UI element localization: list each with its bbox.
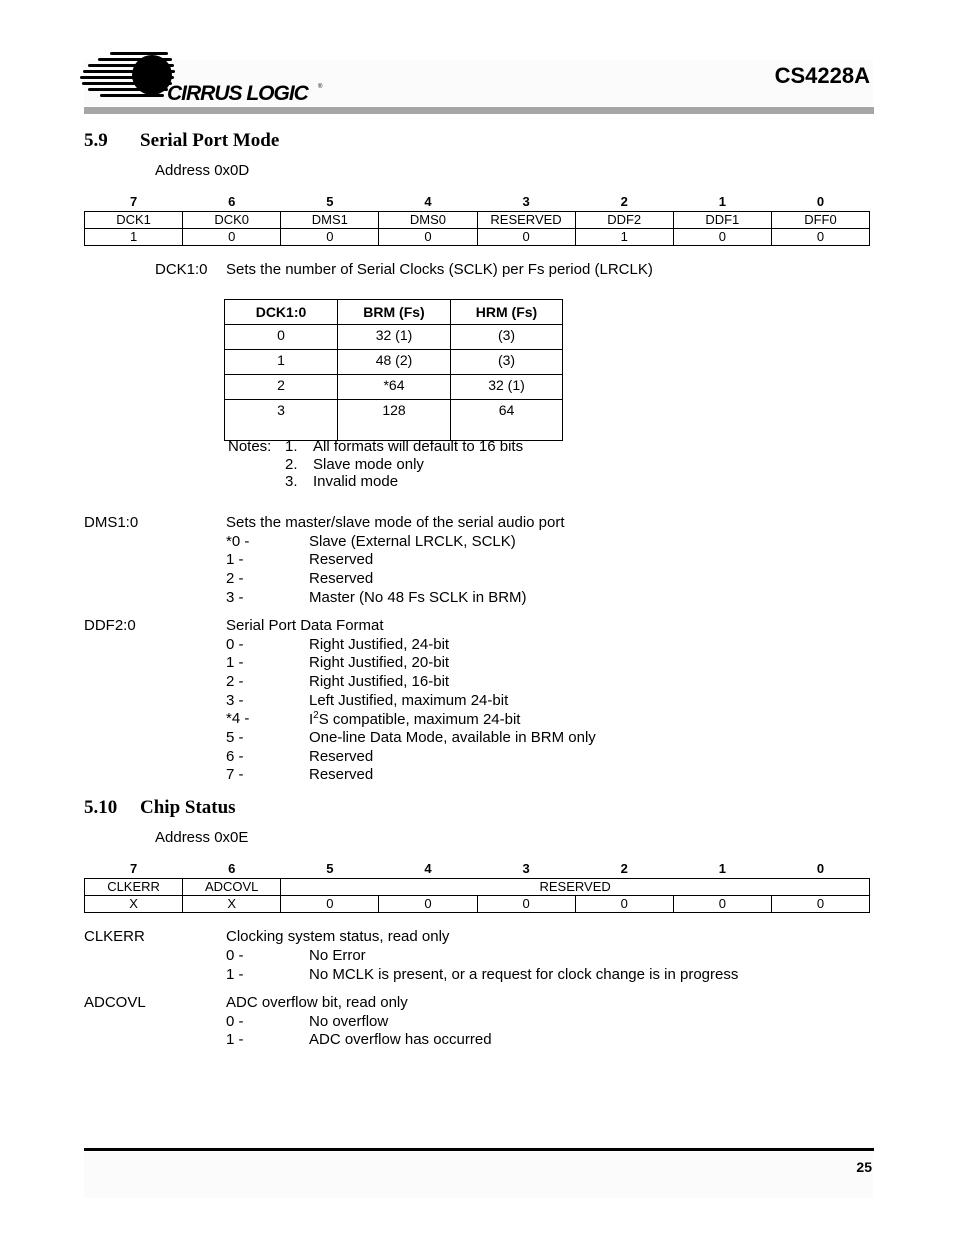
column-header: HRM (Fs) bbox=[451, 300, 563, 325]
default-value: 0 bbox=[379, 896, 477, 913]
bit-number: 0 bbox=[816, 194, 825, 209]
table-row bbox=[225, 350, 563, 375]
option-text-i2s bbox=[309, 710, 520, 728]
default-value: X bbox=[183, 896, 281, 913]
bit-number: 7 bbox=[129, 861, 138, 876]
header-rule bbox=[84, 107, 874, 114]
table-row bbox=[225, 400, 563, 441]
table-cell: 48 (2) bbox=[338, 350, 451, 375]
notes-label: Notes: bbox=[228, 438, 272, 455]
column-header: BRM (Fs) bbox=[338, 300, 451, 325]
adcovl-field-label: ADCOVL bbox=[84, 994, 146, 1011]
option-text: No Error bbox=[309, 947, 366, 964]
bit-name: DMS0 bbox=[379, 212, 477, 229]
register-address: Address 0x0E bbox=[155, 829, 249, 846]
register-table-0x0d bbox=[84, 193, 870, 246]
bit-name: DFF0 bbox=[771, 212, 869, 229]
option-code: 0 - bbox=[226, 947, 244, 964]
clkerr-field-label: CLKERR bbox=[84, 928, 145, 945]
register-table-0x0e bbox=[84, 860, 870, 913]
option-text: Reserved bbox=[309, 766, 374, 783]
note-number: 2. bbox=[285, 456, 298, 473]
page-number: 25 bbox=[856, 1159, 872, 1175]
default-value: 1 bbox=[85, 229, 183, 246]
dms-field-description: Sets the master/slave mode of the serial audio port bbox=[226, 514, 565, 531]
option-text: Slave (External LRCLK, SCLK) bbox=[309, 533, 516, 550]
option-text: Left Justified, maximum 24-bit bbox=[309, 692, 509, 709]
default-value: 0 bbox=[771, 229, 869, 246]
table-cell: 64 bbox=[451, 400, 563, 441]
option-code: *0 - bbox=[226, 533, 250, 550]
table-cell: (3) bbox=[451, 350, 563, 375]
table-cell: 3 bbox=[225, 400, 338, 441]
default-value: 1 bbox=[575, 229, 673, 246]
default-value: 0 bbox=[575, 896, 673, 913]
option-code: 2 - bbox=[226, 673, 244, 690]
cirrus-logic-logo bbox=[80, 50, 330, 104]
table-cell: 0 bbox=[225, 325, 338, 350]
ddf-field-label: DDF2:0 bbox=[84, 617, 136, 634]
bit-number: 6 bbox=[228, 194, 236, 209]
bit-number: 7 bbox=[129, 194, 138, 209]
bit-name: RESERVED bbox=[477, 212, 575, 229]
default-value: 0 bbox=[281, 229, 379, 246]
table-cell: 128 bbox=[338, 400, 451, 441]
i2s-superscript: 2 bbox=[313, 710, 319, 721]
bit-number: 2 bbox=[620, 194, 628, 209]
option-code: 2 - bbox=[226, 570, 244, 587]
bit-name: DDF1 bbox=[673, 212, 771, 229]
bit-number: 5 bbox=[326, 194, 334, 209]
table-row bbox=[225, 375, 563, 400]
table-cell: 1 bbox=[225, 350, 338, 375]
bit-number: 2 bbox=[620, 861, 628, 876]
footer-band bbox=[84, 1152, 873, 1198]
option-text: No MCLK is present, or a request for clock change is in progress bbox=[309, 966, 739, 983]
note-text: Invalid mode bbox=[313, 473, 399, 490]
default-value: 0 bbox=[673, 229, 771, 246]
bit-name: DCK1 bbox=[85, 212, 183, 229]
bit-number: 3 bbox=[522, 861, 530, 876]
option-code: *4 - bbox=[226, 710, 250, 727]
section-number: 5.10 bbox=[84, 797, 118, 818]
note-number: 3. bbox=[285, 473, 298, 490]
bit-name: RESERVED bbox=[281, 879, 870, 896]
option-code: 7 - bbox=[226, 766, 244, 783]
bit-number: 6 bbox=[228, 861, 236, 876]
table-cell: 32 (1) bbox=[451, 375, 563, 400]
default-value: 0 bbox=[477, 896, 575, 913]
option-text: Right Justified, 24-bit bbox=[309, 636, 450, 653]
clkerr-field-description: Clocking system status, read only bbox=[226, 928, 450, 945]
option-code: 1 - bbox=[226, 1031, 244, 1048]
option-code: 0 - bbox=[226, 636, 244, 653]
section-title: Chip Status bbox=[140, 797, 236, 818]
section-number: 5.9 bbox=[84, 130, 108, 151]
adcovl-field-description: ADC overflow bit, read only bbox=[226, 994, 408, 1011]
note-text: Slave mode only bbox=[313, 456, 424, 473]
option-text: Master (No 48 Fs SCLK in BRM) bbox=[309, 589, 527, 606]
bit-number: 3 bbox=[522, 194, 530, 209]
bit-number: 5 bbox=[326, 861, 334, 876]
bit-name: CLKERR bbox=[85, 879, 183, 896]
note-number: 1. bbox=[285, 438, 298, 455]
option-text: S compatible, maximum 24-bit bbox=[318, 711, 521, 728]
option-text: Reserved bbox=[309, 748, 374, 765]
dck-field-description: Sets the number of Serial Clocks (SCLK) per Fs period (LRCLK) bbox=[226, 261, 653, 278]
column-header: DCK1:0 bbox=[225, 300, 338, 325]
bit-number: 1 bbox=[718, 861, 726, 876]
option-code: 3 - bbox=[226, 589, 244, 606]
bit-number: 4 bbox=[424, 861, 432, 876]
bit-number: 0 bbox=[816, 861, 825, 876]
register-address: Address 0x0D bbox=[155, 162, 250, 179]
bit-number: 4 bbox=[424, 194, 432, 209]
section-title: Serial Port Mode bbox=[140, 130, 280, 151]
option-text: Right Justified, 20-bit bbox=[309, 654, 450, 671]
bit-name: ADCOVL bbox=[183, 879, 281, 896]
option-code: 1 - bbox=[226, 654, 244, 671]
dck-mode-table bbox=[224, 299, 563, 441]
default-value: 0 bbox=[281, 896, 379, 913]
option-code: 3 - bbox=[226, 692, 244, 709]
note-text: All formats will default to 16 bits bbox=[313, 438, 524, 455]
option-text: ADC overflow has occurred bbox=[309, 1031, 492, 1048]
option-text: Right Justified, 16-bit bbox=[309, 673, 450, 690]
part-number: CS4228A bbox=[774, 63, 870, 88]
bit-number: 1 bbox=[718, 194, 726, 209]
default-value: 0 bbox=[771, 896, 869, 913]
logo-wordmark: CIRRUS LOGIC bbox=[167, 82, 308, 104]
table-row bbox=[225, 325, 563, 350]
i2s-prefix: I bbox=[309, 711, 314, 728]
bit-name: DDF2 bbox=[575, 212, 673, 229]
option-code: 1 - bbox=[226, 966, 244, 983]
option-text: One-line Data Mode, available in BRM only bbox=[309, 729, 596, 746]
table-cell: (3) bbox=[451, 325, 563, 350]
bit-name: DMS1 bbox=[281, 212, 379, 229]
table-cell: 32 (1) bbox=[338, 325, 451, 350]
default-value: 0 bbox=[477, 229, 575, 246]
option-code: 5 - bbox=[226, 729, 244, 746]
table-cell: *64 bbox=[338, 375, 451, 400]
default-value: 0 bbox=[673, 896, 771, 913]
default-value: X bbox=[85, 896, 183, 913]
default-value: 0 bbox=[379, 229, 477, 246]
footer-rule bbox=[84, 1148, 874, 1151]
option-text: No overflow bbox=[309, 1013, 389, 1030]
bit-name: DCK0 bbox=[183, 212, 281, 229]
option-text: Reserved bbox=[309, 551, 374, 568]
dms-field-label: DMS1:0 bbox=[84, 514, 139, 531]
option-code: 6 - bbox=[226, 748, 244, 765]
option-text: Reserved bbox=[309, 570, 374, 587]
default-value: 0 bbox=[183, 229, 281, 246]
option-code: 0 - bbox=[226, 1013, 244, 1030]
table-cell: 2 bbox=[225, 375, 338, 400]
svg-text:®: ® bbox=[318, 84, 323, 90]
option-code: 1 - bbox=[226, 551, 244, 568]
ddf-field-description: Serial Port Data Format bbox=[226, 617, 384, 634]
dck-field-label: DCK1:0 bbox=[155, 261, 208, 278]
